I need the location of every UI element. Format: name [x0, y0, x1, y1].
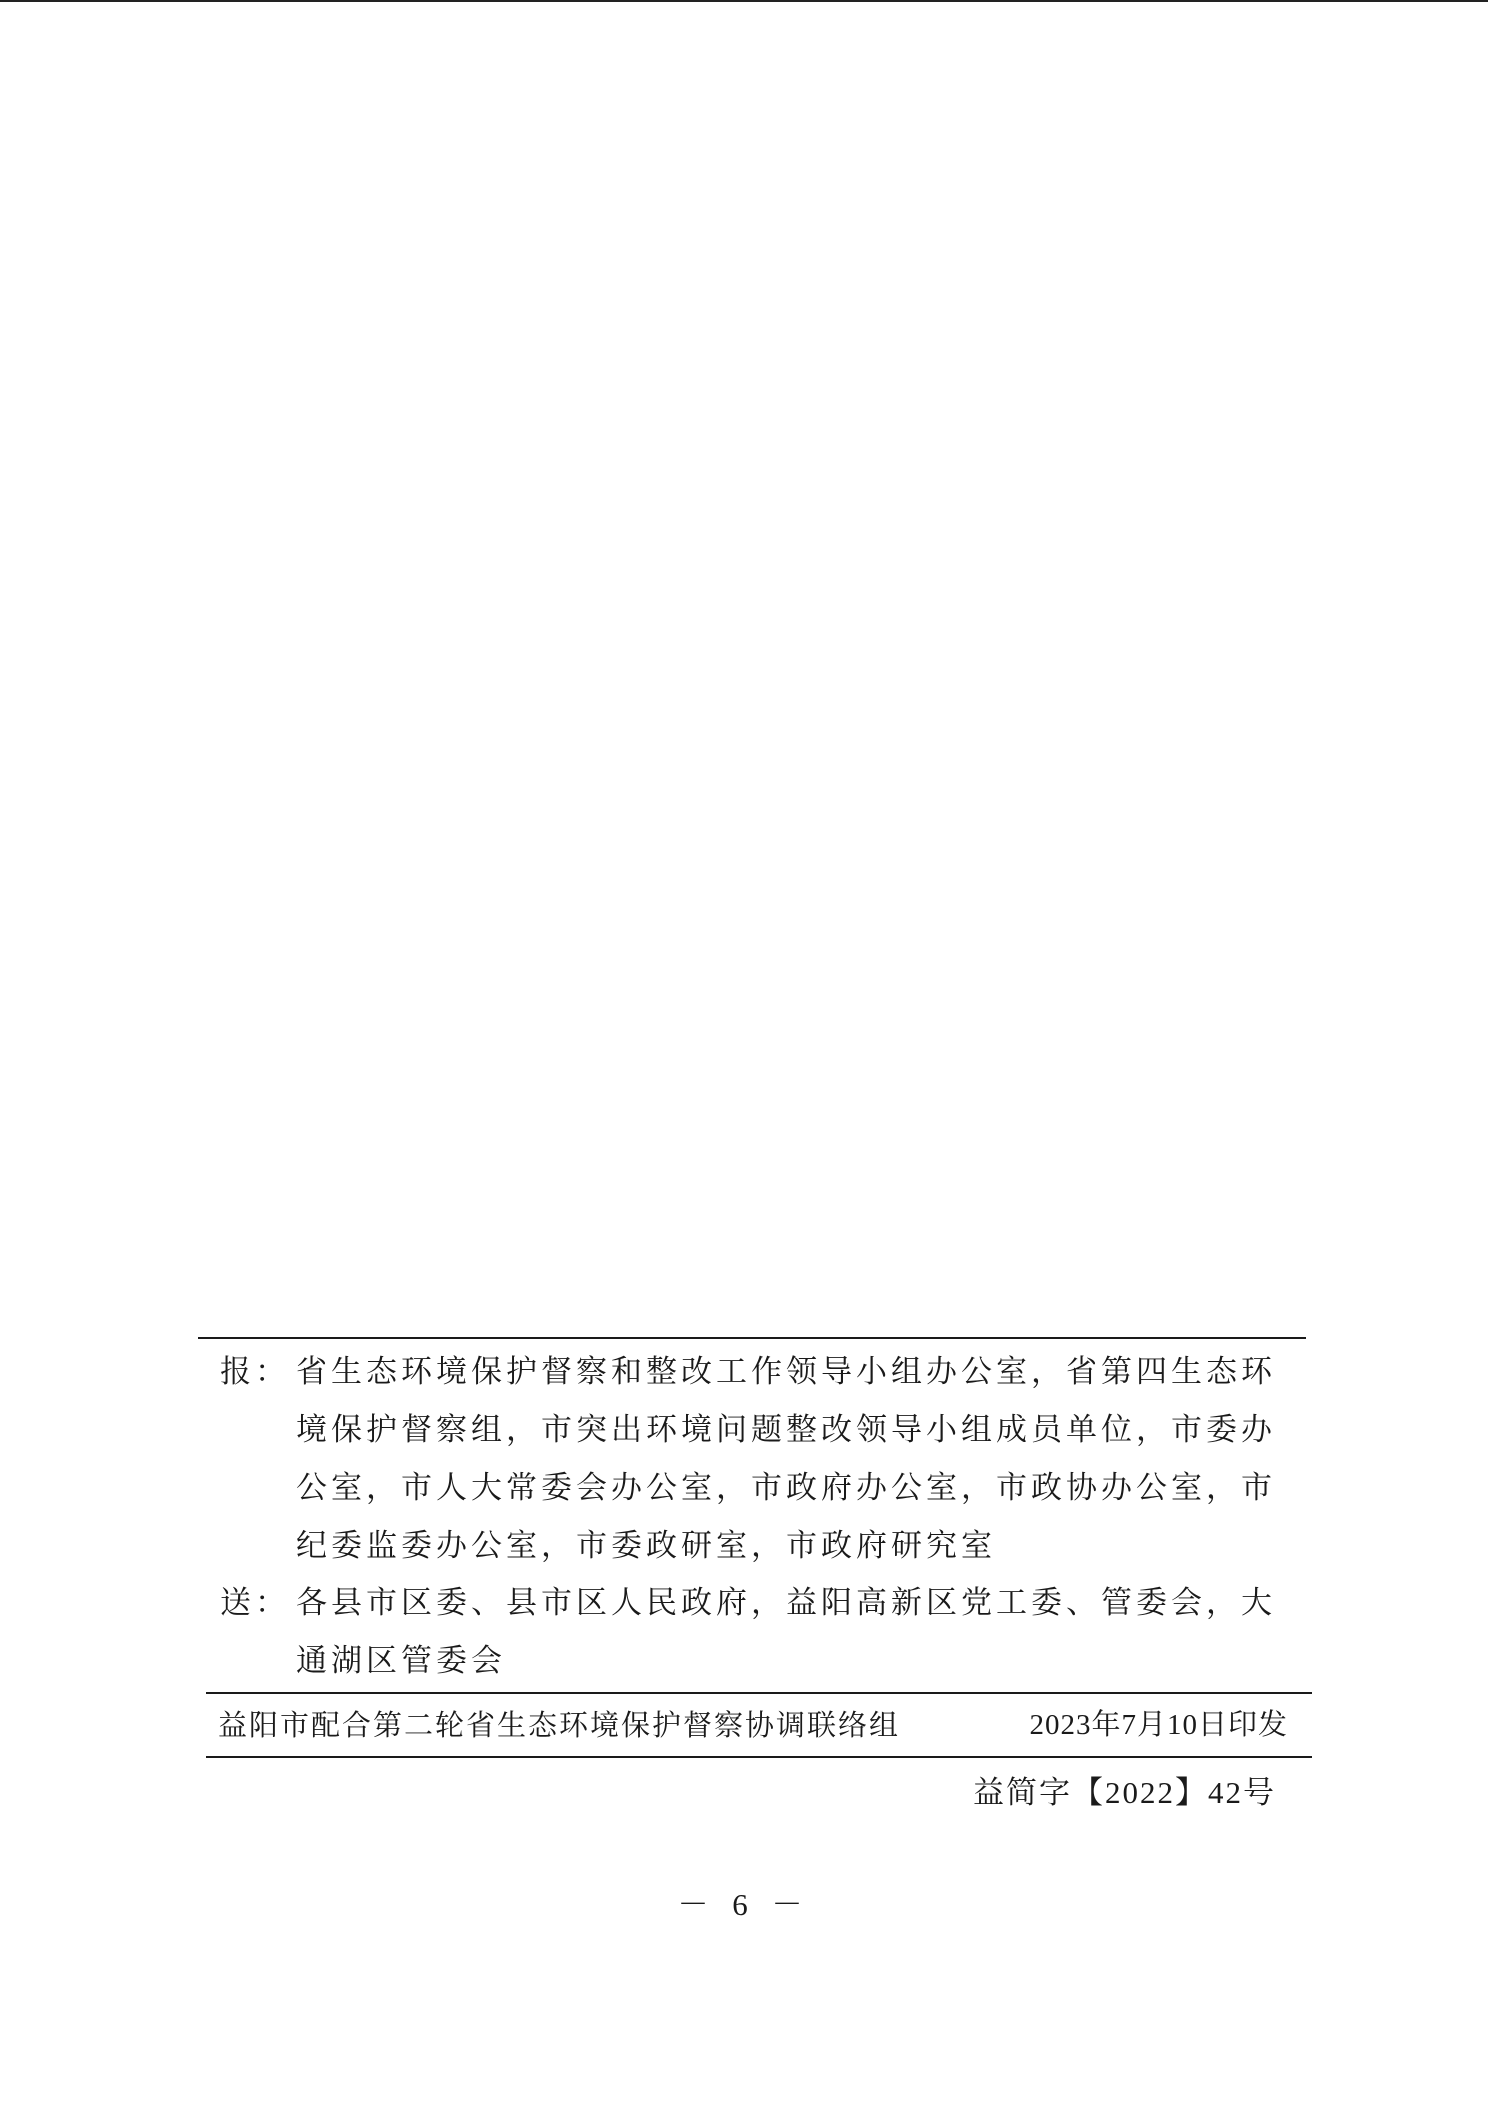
document-number: 益简字【2022】42号 [973, 1775, 1276, 1810]
issuing-office: 益阳市配合第二轮省生态环境保护督察协调联络组 [218, 1708, 901, 1742]
issue-date: 2023年7月10日印发 [1029, 1709, 1288, 1741]
imprint-bottom-rule [206, 1756, 1312, 1758]
report-to-block [220, 1343, 1300, 1575]
imprint-row [218, 1694, 1296, 1756]
page-number: － 6 － [677, 1887, 811, 1922]
send-to-label: 送： [220, 1585, 290, 1621]
page-top-border [0, 0, 1488, 2]
send-to-recipients: 各县市区委、县市区人民政府，益阳高新区党工委、管委会，大通湖区管委会 [296, 1585, 1276, 1679]
send-to-block [220, 1574, 1300, 1690]
report-to-label: 报： [220, 1354, 290, 1390]
distribution-top-rule [198, 1337, 1306, 1339]
report-to-recipients: 省生态环境保护督察和整改工作领导小组办公室，省第四生态环境保护督察组，市突出环境问题整改领导小组成员单位，市委办公室，市人大常委会办公室，市政府办公室，市政协办公室，市纪委监委办公室，市委政研室，市政府研究室 [296, 1354, 1276, 1564]
